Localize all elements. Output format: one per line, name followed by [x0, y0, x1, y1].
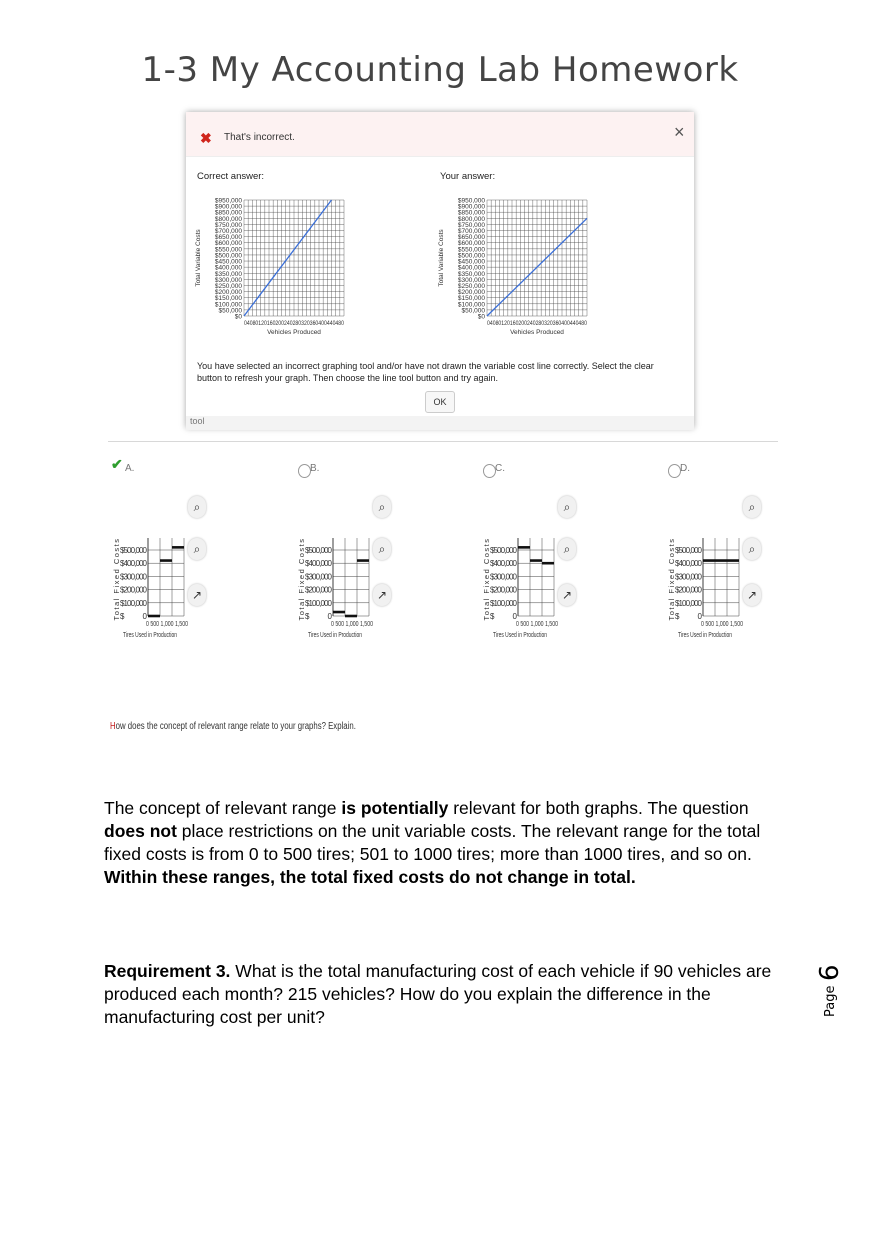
y-tick-label: $900,000 — [457, 203, 485, 211]
y-tick-label: $400,000 — [674, 559, 702, 569]
y-tick-label: $350,000 — [214, 270, 242, 278]
ok-button[interactable]: OK — [425, 391, 455, 413]
y-tick-label: $0 — [674, 612, 702, 621]
y-tick-label: $200,000 — [674, 585, 702, 595]
y-tick-label: $200,000 — [457, 289, 485, 297]
option-c[interactable] — [481, 458, 656, 678]
data-line — [244, 200, 332, 316]
y-tick-label: $0 — [119, 612, 147, 621]
x-tick-label: 0 500 1,000 1,500 — [701, 619, 743, 628]
y-tick-label: $400,000 — [214, 264, 242, 272]
feedback-dialog — [186, 112, 694, 428]
correct-answer-label: Correct answer: — [197, 171, 265, 182]
y-tick-label: $400,000 — [119, 559, 147, 569]
y-axis-label: Total Variable Costs — [195, 229, 202, 287]
x-axis-label: Vehicles Produced — [510, 329, 564, 336]
y-tick-label: $500,000 — [457, 252, 485, 260]
y-tick-label: $850,000 — [457, 209, 485, 217]
y-tick-label: $250,000 — [457, 282, 485, 290]
option-label: A. — [125, 463, 135, 474]
zoom-icon[interactable]: ⌕ — [558, 496, 576, 518]
zoom-icon[interactable]: ⌕ — [743, 496, 761, 518]
svg-text:6: 6 — [815, 964, 845, 981]
check-icon: ✔ — [111, 456, 123, 472]
y-tick-label: $0 — [489, 612, 517, 621]
y-tick-label: $250,000 — [214, 282, 242, 290]
popout-icon[interactable]: ↗ — [743, 584, 761, 606]
x-tick-label: 0 500 1,000 1,500 — [331, 619, 373, 628]
correct-answer-chart — [194, 194, 354, 344]
y-tick-label: $450,000 — [214, 258, 242, 266]
y-tick-label: $650,000 — [457, 234, 485, 242]
y-tick-label: $600,000 — [214, 240, 242, 248]
y-tick-label: $950,000 — [457, 197, 485, 205]
y-tick-label: $500,000 — [214, 252, 242, 260]
y-tick-label: $800,000 — [214, 215, 242, 223]
background-strip-text: tool — [190, 416, 205, 426]
option-label: C. — [495, 463, 505, 474]
y-tick-label: $500,000 — [119, 546, 147, 555]
y-tick-label: $100,000 — [674, 598, 702, 608]
x-tick-label: 04080120160200240280320360400440480 — [244, 320, 345, 327]
y-tick-label: $100,000 — [214, 301, 242, 309]
option-a[interactable] — [111, 458, 286, 678]
zoom-out-icon[interactable]: ⌕ — [558, 538, 576, 560]
y-tick-label: $300,000 — [489, 572, 517, 582]
y-tick-label: $500,000 — [489, 546, 517, 555]
zoom-icon[interactable]: ⌕ — [373, 496, 391, 518]
popout-icon[interactable]: ↗ — [188, 584, 206, 606]
y-tick-label: $750,000 — [457, 221, 485, 229]
x-axis-label: Tires Used in Production — [678, 632, 733, 639]
x-tick-label: 0 500 1,000 1,500 — [516, 619, 558, 628]
your-answer-label: Your answer: — [440, 171, 496, 182]
y-tick-label: $500,000 — [674, 546, 702, 555]
y-tick-label: $950,000 — [214, 197, 242, 205]
y-tick-label: $550,000 — [214, 246, 242, 254]
popout-icon[interactable]: ↗ — [373, 584, 391, 606]
y-tick-label: $900,000 — [214, 203, 242, 211]
y-tick-label: $300,000 — [674, 572, 702, 582]
background-strip — [186, 416, 694, 430]
y-tick-label: $750,000 — [214, 221, 242, 229]
y-tick-label: $700,000 — [457, 228, 485, 236]
y-tick-label: $200,000 — [214, 289, 242, 297]
y-tick-label: $850,000 — [214, 209, 242, 217]
y-tick-label: $200,000 — [304, 585, 332, 595]
y-tick-label: $300,000 — [457, 276, 485, 284]
option-label: D. — [680, 463, 690, 474]
x-tick-label: 0 500 1,000 1,500 — [146, 619, 188, 628]
zoom-out-icon[interactable]: ⌕ — [373, 538, 391, 560]
y-tick-label: $150,000 — [214, 295, 242, 303]
divider — [108, 441, 778, 442]
y-tick-label: $300,000 — [304, 572, 332, 582]
y-tick-label: $50,000 — [461, 307, 485, 315]
option-b[interactable] — [296, 458, 471, 678]
svg-text:Page: Page — [823, 985, 838, 1017]
zoom-out-icon[interactable]: ⌕ — [743, 538, 761, 560]
y-tick-label: $650,000 — [214, 234, 242, 242]
x-axis-label: Vehicles Produced — [267, 329, 321, 336]
y-tick-label: $350,000 — [457, 270, 485, 278]
y-tick-label: $200,000 — [489, 585, 517, 595]
y-tick-label: $550,000 — [457, 246, 485, 254]
y-tick-label: $50,000 — [218, 307, 242, 315]
x-tick-label: 04080120160200240280320360400440480 — [487, 320, 588, 327]
incorrect-icon: ✖ — [200, 130, 212, 146]
y-axis-label: Total Fixed Costs — [112, 537, 121, 621]
y-tick-label: $100,000 — [119, 598, 147, 608]
close-button[interactable]: × — [674, 122, 685, 142]
y-tick-label: $800,000 — [457, 215, 485, 223]
y-tick-label: $700,000 — [214, 228, 242, 236]
popout-icon[interactable]: ↗ — [558, 584, 576, 606]
y-axis-label: Total Variable Costs — [438, 229, 445, 287]
page-title: 1-3 My Accounting Lab Homework — [141, 50, 739, 90]
requirement-3: Requirement 3. What is the total manufacturing cost of each vehicle if 90 vehicles are produced each month? 215 vehicles? How do you explain the difference in the manufacturing cost per unit? — [104, 961, 772, 1027]
zoom-out-icon[interactable]: ⌕ — [188, 538, 206, 560]
relevant-range-question: How does the concept of relevant range relate to your graphs? Explain. — [110, 721, 356, 732]
y-tick-label: $450,000 — [457, 258, 485, 266]
answer-paragraph: The concept of relevant range is potentially relevant for both graphs. The question does not place restrictions on the unit variable costs. The relevant range for the total fixed costs is from 0 to 500 tires; 501 to 1000 tires; more than 1000 tires, and so on. Within these ranges, the total fixed costs do not change in total. — [104, 798, 761, 887]
y-axis-label: Total Fixed Costs — [482, 537, 491, 621]
dialog-header — [186, 112, 694, 157]
y-tick-label: $0 — [234, 313, 242, 321]
y-tick-label: $100,000 — [304, 598, 332, 608]
option-b-chart — [296, 522, 406, 672]
zoom-icon[interactable]: ⌕ — [188, 496, 206, 518]
y-tick-label: $400,000 — [304, 559, 332, 569]
x-axis-label: Tires Used in Production — [123, 632, 178, 639]
y-tick-label: $100,000 — [489, 598, 517, 608]
y-tick-label: $150,000 — [457, 295, 485, 303]
y-tick-label: $600,000 — [457, 240, 485, 248]
y-tick-label: $200,000 — [119, 585, 147, 595]
y-tick-label: $0 — [477, 313, 485, 321]
y-tick-label: $300,000 — [119, 572, 147, 582]
y-tick-label: $500,000 — [304, 546, 332, 555]
y-axis-label: Total Fixed Costs — [297, 537, 306, 621]
dialog-message: You have selected an incorrect graphing tool and/or have not drawn the variable cost line correctly. Select the clear button to refresh your graph. Then choose the line tool button and try again. — [197, 361, 654, 383]
option-d-chart — [666, 522, 776, 672]
y-tick-label: $0 — [304, 612, 332, 621]
y-tick-label: $400,000 — [457, 264, 485, 272]
y-tick-label: $300,000 — [214, 276, 242, 284]
option-a-chart — [111, 522, 221, 672]
y-tick-label: $100,000 — [457, 301, 485, 309]
page-number — [812, 955, 845, 1025]
option-d[interactable] — [666, 458, 841, 678]
y-axis-label: Total Fixed Costs — [667, 537, 676, 621]
dialog-status: That's incorrect. — [224, 132, 295, 143]
x-axis-label: Tires Used in Production — [308, 632, 363, 639]
option-label: B. — [310, 463, 320, 474]
your-answer-chart — [437, 194, 597, 344]
y-tick-label: $400,000 — [489, 559, 517, 569]
option-c-chart — [481, 522, 591, 672]
x-axis-label: Tires Used in Production — [493, 632, 548, 639]
